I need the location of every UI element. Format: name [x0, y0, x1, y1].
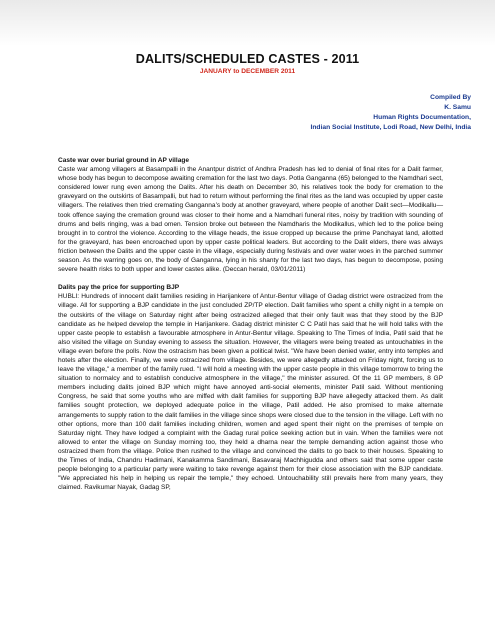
article-body: HUBLI: Hundreds of innocent dalit families residing in Harijankere of Antur-Bentur village of Gadag district were ostracized from the village. All for supporting a BJP candidate in the just concluded ZP/TP election. Dalit families who spent a chilly night in a temple on the outskirts of the village on Saturday night after being ostracized alleged that their only fault was that they stood by the BJP candidate as he helped develop the temple in Harijankere. Gadag district minister C C Patil has said that he will hold talks with the upper caste people to establish a favourable atmosphere in Antur-Bentur village. Speaking to The Times of India, Patil said that he also visited the village on Sunday evening to assess the situation. However, the villagers were being treated as untouchables in the village even before the polls. Now the ostracism has been given a political twist. "We have been denied water, entry into temples and hotels after the election. Finally, we were ostracized from village. Besides, we were allegedly attacked on Friday night, forcing us to leave the village," a member of the family rued. "I will hold a meeting with the upper caste people in this village tomorrow to bring the situation to normalcy and to establish conducive atmosphere in the village," the minister assured. Of the 11 GP members, 8 GP members including dalits joined BJP which might have annoyed anti-social elements, minister Patil said. Without mentioning Congress, he said that some youths who are miffed with dalit families for supporting BJP have allegedly attacked them. As dalit families sought protection, we deployed adequate police in the village, Patil added. He also promised to make alternate arrangements to supply ration to the dalit families in the village since shops were closed due to the tension in the village. Left with no other options, more than 100 dalit families including children, women and aged spent their night on the premises of temple on Saturday night. They have lodged a complaint with the Gadag rural police seeking action but in vain. When the families were not allowed to enter the village on Sunday morning too, they held a dharna near the temple demanding action against those who ostracized them from the village. Police then rushed to the village and convinced the dalits to go back to their houses. Speaking to the Times of India, Chandru Hadimani, Kanakamma Sandimani, Basavaraj Machhigudda and others said that some upper caste people belonging to a particular party were waiting to take revenge against them for their close association with the BJP candidate. "We appreciated his help in helping us repair the temple," they echoed. Untouchability still prevails here from many years, they claimed. Ravikumar Nayak, Gadag SP,: [58, 293, 443, 492]
address: Indian Social Institute, Lodi Road, New Delhi, India: [310, 124, 471, 131]
page-subtitle: JANUARY to DECEMBER 2011: [199, 68, 296, 75]
organization: Human Rights Documentation,: [373, 114, 471, 121]
article: [58, 283, 443, 492]
article: [58, 156, 443, 274]
article-body: Caste war among villagers at Basampalli in the Anantpur district of Andhra Pradesh has led to denial of final rites for a Dalit farmer, whose body has begun to decompose awaiting cremation for the last two days. Potla Ganganna (65) belonged to the Namdhari sect, considered lower rung even among the Dalits. After his death on December 30, his relatives took the body for cremation to the graveyard on the outskirts of Basampalli, but had to return without performing the final rites as the land was occupied by upper caste villagers. The relatives then tried cremating Ganganna’s body at another graveyard, where people of another Dalit sect—Modikallu—took offence saying the cremation ground was closer to their home and a Namdhari funeral rites, noisy by tradition with sounding of drums and bells ringing, was a bad omen. Tension broke out between the Namdharis the Modikallus, which led to the police being brought in to control the violence. According to the village heads, the issue cropped up because the prime Panchayat land, allotted for the graveyard, has been encroached upon by upper caste political leaders. But according to the Dalit elders, there was always friction between the Dalits and the upper caste in the village, especially during festivals and over water woes in the parched summer season. As the warring goes on, the body of Ganganna, lying in his shanty for the last two days, has begun to decompose, posing severe health risks to both upper and lower castes alike. (Deccan herald, 03/01/2011): [58, 166, 443, 274]
document-body: [58, 156, 443, 501]
page-title: DALITS/SCHEDULED CASTES - 2011: [135, 52, 360, 66]
article-heading: Caste war over burial ground in AP village: [58, 157, 189, 164]
top-shading: [0, 0, 495, 46]
author-name: K. Samu: [444, 104, 471, 111]
credits-block: [171, 93, 471, 133]
article-heading: Dalits pay the price for supporting BJP: [58, 284, 180, 292]
compiled-by-label: Compiled By: [430, 94, 471, 101]
